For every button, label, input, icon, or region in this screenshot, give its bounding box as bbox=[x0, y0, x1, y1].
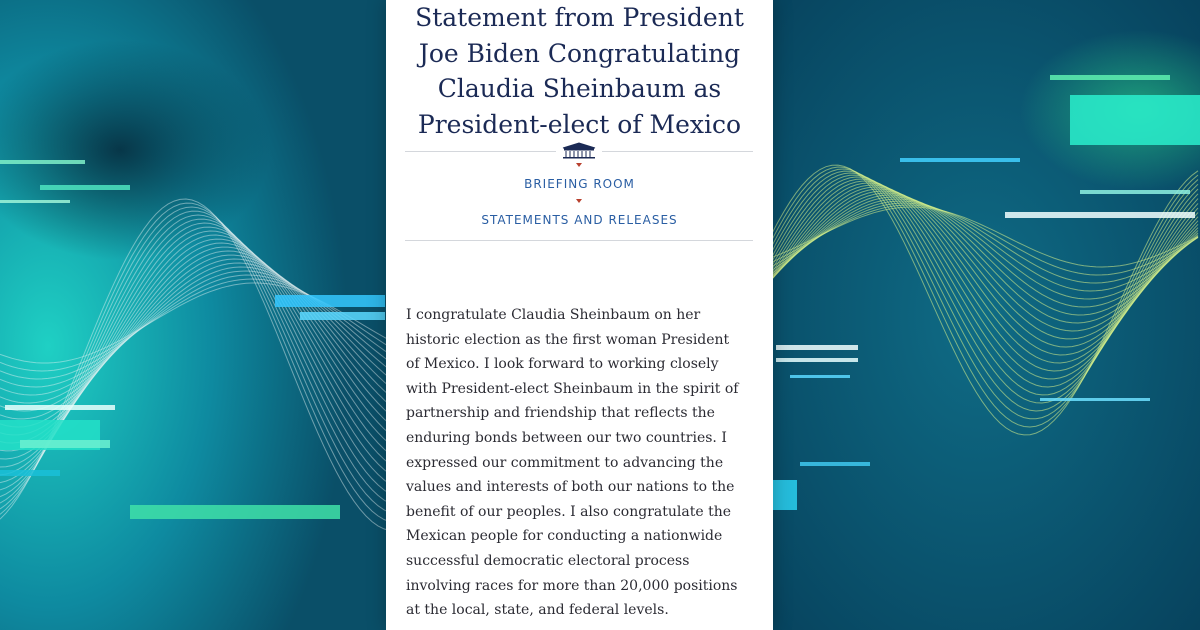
body-line: enduring bonds between our two countries. I bbox=[406, 429, 727, 446]
body-line: at the local, state, and federal levels. bbox=[406, 602, 669, 619]
statement-body bbox=[406, 303, 758, 623]
triangle-down-icon bbox=[576, 199, 582, 203]
body-line: successful democratic electoral process bbox=[406, 552, 690, 569]
title-line: President-elect of Mexico bbox=[417, 109, 742, 139]
divider bbox=[405, 240, 753, 241]
glitch-bar bbox=[772, 480, 797, 510]
body-line: Mexican people for conducting a nationwide bbox=[406, 528, 723, 545]
glitch-bar bbox=[900, 158, 1020, 162]
glitch-bar bbox=[275, 295, 385, 307]
glitch-bar bbox=[0, 470, 60, 476]
title-line: Joe Biden Congratulating bbox=[418, 38, 741, 68]
body-line: with President-elect Sheinbaum in the spirit of bbox=[406, 380, 739, 397]
body-line: of Mexico. I look forward to working closely bbox=[406, 356, 719, 373]
glitch-bar bbox=[130, 505, 340, 519]
body-line: partnership and friendship that reflects the bbox=[406, 405, 715, 422]
page-title bbox=[386, 0, 773, 142]
white-house-icon bbox=[556, 140, 602, 162]
glitch-bar bbox=[800, 462, 870, 466]
body-line: I congratulate Claudia Sheinbaum on her bbox=[406, 307, 701, 323]
body-line: values and interests of both our nations to the bbox=[406, 479, 735, 496]
glitch-bar bbox=[5, 405, 115, 410]
glitch-bar bbox=[40, 185, 130, 190]
title-line: Statement from President bbox=[415, 3, 744, 32]
statement-panel bbox=[386, 0, 773, 630]
glitch-bar bbox=[776, 358, 858, 362]
glitch-bar bbox=[1040, 398, 1150, 401]
glitch-bar bbox=[20, 440, 110, 448]
body-line: involving races for more than 20,000 positions bbox=[406, 577, 738, 594]
title-line: Claudia Sheinbaum as bbox=[437, 74, 722, 103]
glitch-bar bbox=[1050, 75, 1170, 80]
glitch-bar bbox=[0, 200, 70, 203]
glitch-bar bbox=[776, 345, 858, 350]
body-line: benefit of our peoples. I also congratulate the bbox=[406, 503, 732, 520]
glitch-bar bbox=[0, 160, 85, 164]
glitch-bar bbox=[1005, 212, 1195, 218]
glitch-bar bbox=[1070, 95, 1200, 145]
glitch-bar bbox=[1080, 190, 1190, 194]
body-line: expressed our commitment to advancing the bbox=[406, 454, 724, 471]
glitch-bar bbox=[300, 312, 385, 320]
body-line: historic election as the first woman President bbox=[406, 331, 730, 348]
triangle-down-icon bbox=[576, 163, 582, 167]
glitch-bar bbox=[790, 375, 850, 378]
breadcrumb-briefing-room[interactable]: BRIEFING ROOM bbox=[524, 177, 635, 191]
breadcrumb-statements-and-releases[interactable]: STATEMENTS AND RELEASES bbox=[481, 213, 678, 227]
